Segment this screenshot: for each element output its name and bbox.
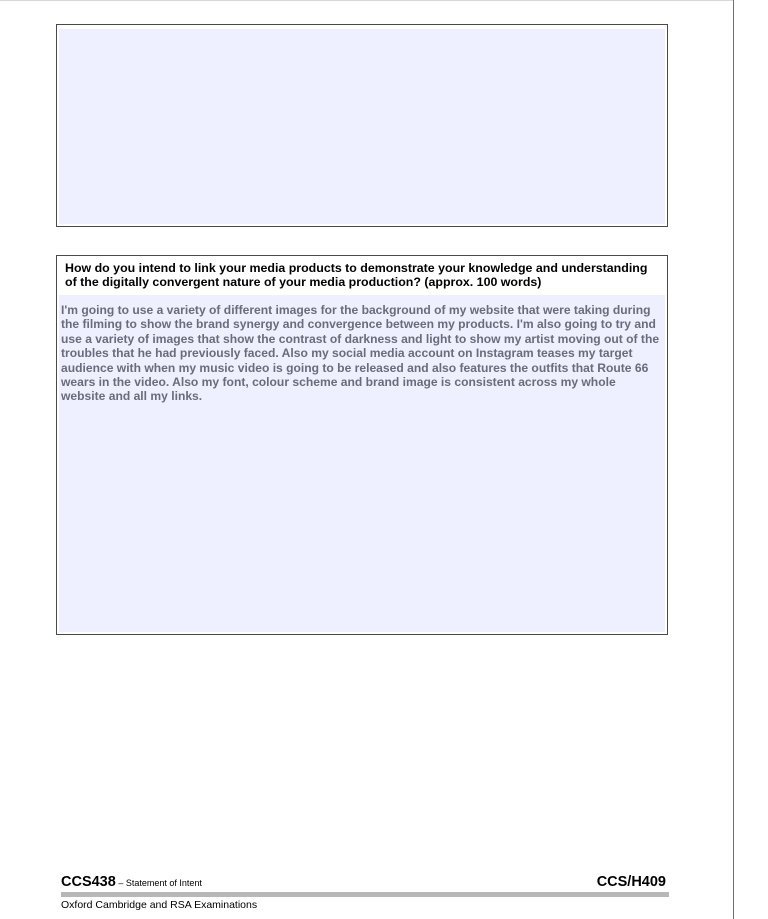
convergence-answer-text: I'm going to use a variety of different images for the background of my website that were taking during the filming to show the brand synergy and convergence between my products. I'm also going to try and use a variety of images that show the contrast of darkness and light to show my artist moving out of the troubles that he had previously faced. Also my social media account on Instagram teases my target audience with when my music video is going to be released and also features the outfits that Route 66 wears in the video. Also my font, colour scheme and brand image is consistent across my whole website and all my links.	[61, 303, 660, 404]
footer-spec-code: CCS438	[61, 874, 116, 890]
footer-separator: –	[115, 878, 126, 888]
previous-answer-box	[56, 24, 668, 227]
footer-document-title: Statement of Intent	[125, 878, 202, 888]
convergence-question-box	[56, 255, 668, 635]
convergence-question-text: How do you intend to link your media products to demonstrate your knowledge and understanding of the digitally convergent nature of your media production? (approx. 100 words)	[65, 261, 648, 289]
top-divider	[0, 0, 734, 1]
previous-answer-field[interactable]	[59, 29, 665, 224]
footer-divider-bar	[61, 892, 669, 897]
footer-organisation: Oxford Cambridge and RSA Examinations	[61, 899, 258, 911]
page-edge-divider	[733, 0, 734, 919]
convergence-answer-field[interactable]	[59, 295, 665, 632]
footer-spec-code-line	[61, 874, 202, 890]
footer-reference-code: CCS/H409	[596, 874, 666, 890]
